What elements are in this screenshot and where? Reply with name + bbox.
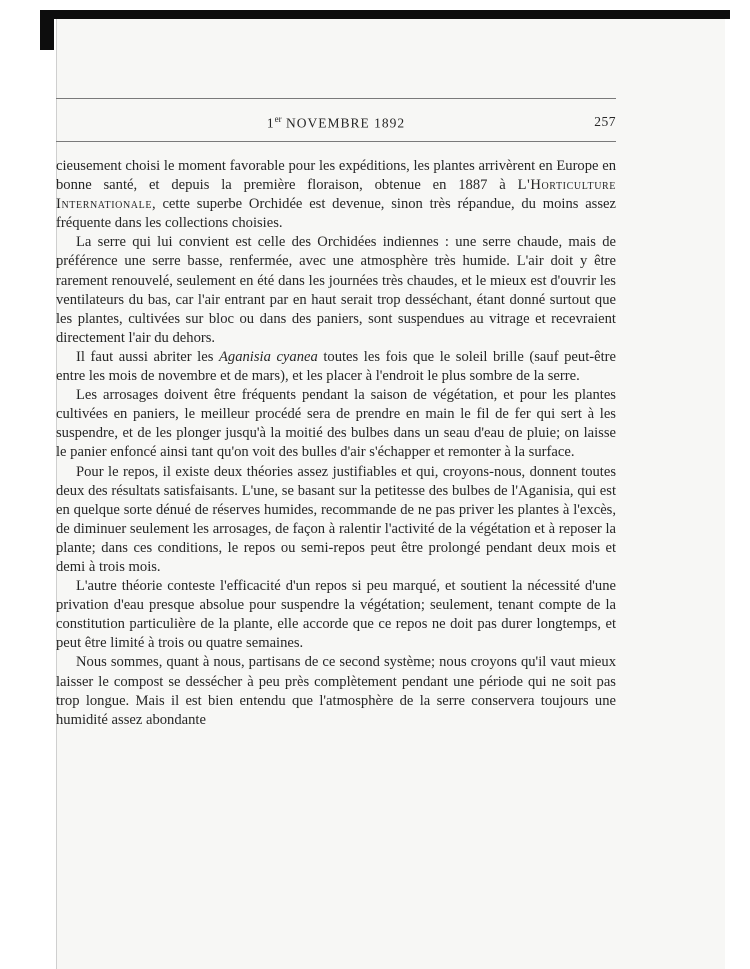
header-date-day: 1 (266, 115, 275, 131)
paragraph-1-part-a: cieusement choisi le moment favorable pour les expéditions, les plantes arrivèrent en Europe en bonne santé, et depuis la première floraison, obtenue en 1887 à (56, 158, 616, 194)
header-rule-top (56, 98, 616, 99)
paragraph-6: L'autre théorie conteste l'efficacité d'un repos si peu marqué, et soutient la nécessité d'une privation d'eau presque absolue pour suspendre la végétation; seulement, tenant compte de la constitution particulière de la plante, elle accorde que ce repos ne doit pas durer longtemps, et peut être limité à trois ou quatre semaines. (56, 578, 616, 652)
paragraph-3 (56, 348, 616, 386)
paragraph-7: Nous sommes, quant à nous, partisans de ce second système; nous croyons qu'il vaut mieux laisser le compost se dessécher à peu près complètement pendant une période qui ne soit pas trop longue. Mais il est bien entendu que l'atmosphère de la serre conservera toujours une humidité assez abondante (56, 654, 616, 728)
paragraph-5: Pour le repos, il existe deux théories assez justifiables et qui, croyons-nous, donnent toutes deux des résultats satisfaisants. L'une, se basant sur la petitesse des bulbes de l'Aganisia, qui est en quelque sorte dénué de réserves humides, recommande de ne pas priver les plantes à l'excès, de diminuer seulement les arrosages, de façon à ralentir l'activité de la végétation et à reposer la plante; dans ces conditions, le repos ou semi-repos peut être prolongé pendant deux mois et demi à trois mois. (56, 463, 616, 575)
paragraph-4: Les arrosages doivent être fréquents pendant la saison de végétation, et pour les plantes cultivées en paniers, le meilleur procédé sera de prendre en main le fil de fer qui sert à les suspendre, et de les plonger jusqu'à la moitié des bulbes dans un seau d'eau de pluie; on laisse le panier enfoncé ainsi tant qu'on voit des bulles d'air s'échapper et remonter à la surface. (56, 387, 616, 461)
header-rule-bottom (56, 141, 616, 142)
paragraph-1-part-c: , cette superbe Orchidée est devenue, sinon très répandue, du moins assez fréquente dans les collections choisies. (56, 196, 616, 232)
body-text (56, 157, 616, 730)
scan-edge-top (40, 10, 730, 19)
paragraph-3-part-a: Il faut aussi abriter les (76, 348, 219, 365)
header-date (56, 114, 616, 132)
header-date-sup: er (274, 114, 282, 124)
page-number: 257 (594, 114, 616, 129)
scan-edge-left (40, 10, 54, 50)
header-date-rest: NOVEMBRE 1892 (281, 115, 406, 131)
running-header (56, 114, 616, 136)
paragraph-1-publication-name: L'Horticulture Internationale (56, 177, 616, 213)
paragraph-3-species-name: Aganisia cyanea (218, 348, 318, 365)
paragraph-2: La serre qui lui convient est celle des Orchidées indiennes : une serre chaude, mais de préférence une serre basse, renfermée, avec une atmosphère très humide. L'air doit y être rarement renouvelé, seulement en été dans les journées très chaudes, et le mieux est d'ouvrir les ventilateurs du bas, car l'air entrant par en haut serait trop desséchant, étant donné surtout que les plantes, cultivées sur bloc ou dans des paniers, sont suspendues au vitrage et recevraient directement l'air du dehors. (56, 234, 616, 346)
paragraph-3-part-c: toutes les fois que le soleil brille (sauf peut-être entre les mois de novembre et de mars), et les placer à l'endroit le plus sombre de la serre. (56, 348, 616, 385)
paragraph-1 (56, 157, 616, 233)
